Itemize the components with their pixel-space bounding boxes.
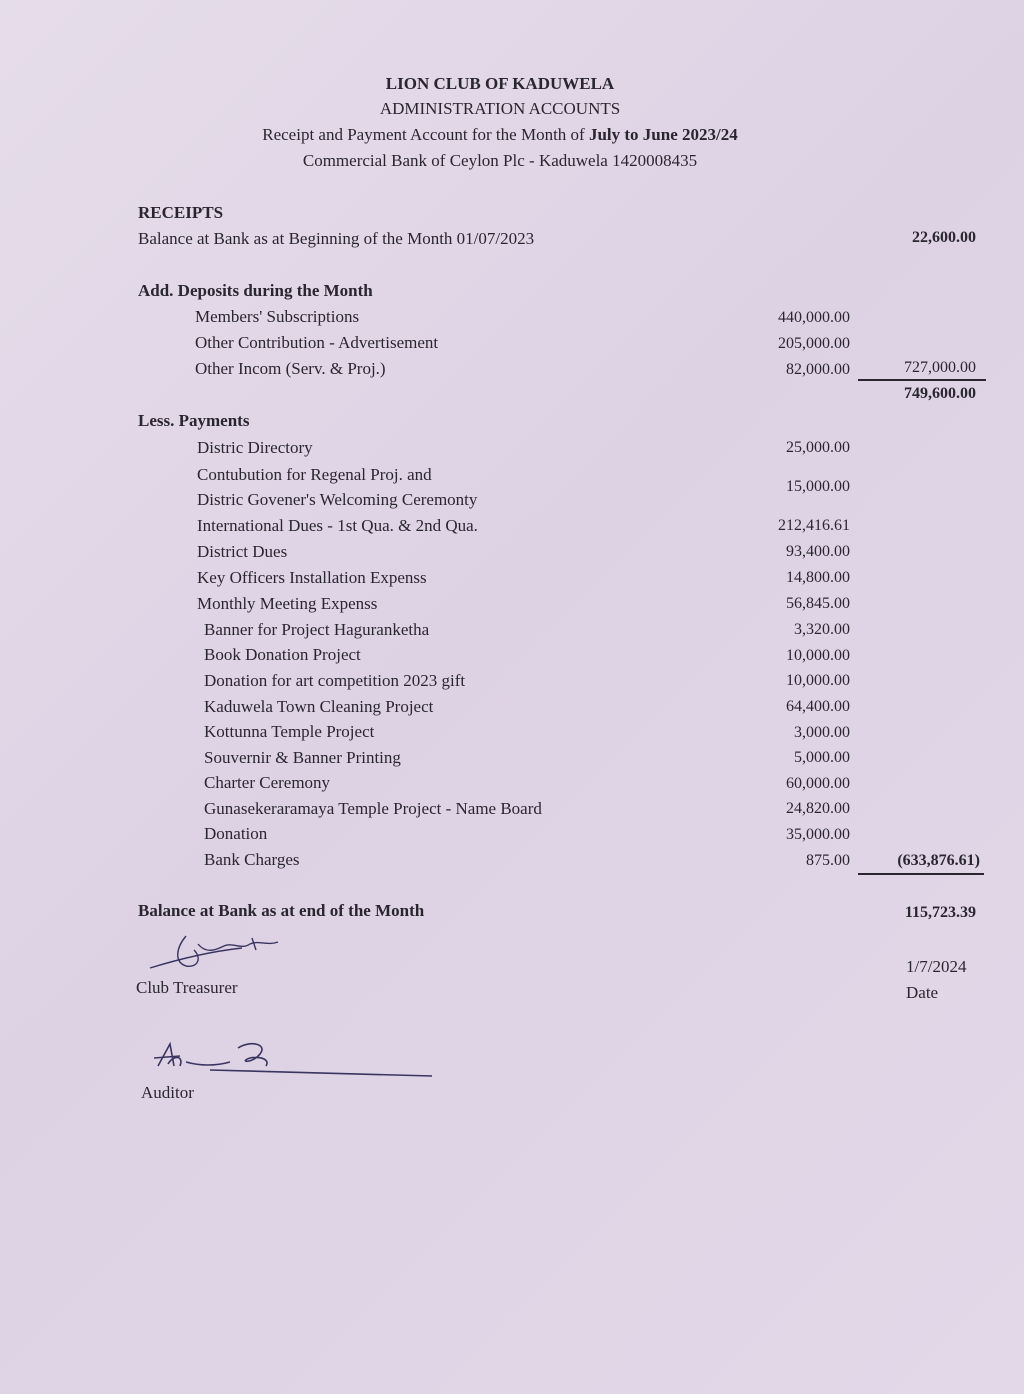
payment-amount: 14,800.00 <box>786 569 850 586</box>
deposit-label: Other Contribution - Advertisement <box>195 333 439 352</box>
auditor-label: Auditor <box>141 1083 194 1102</box>
payment-label: International Dues - 1st Qua. & 2nd Qua. <box>197 516 478 535</box>
payment-amount: 3,320.00 <box>794 621 850 638</box>
payment-label: Key Officers Installation Expenss <box>197 568 427 587</box>
account-period <box>0 125 1000 145</box>
opening-balance-label: Balance at Bank as at Beginning of the Month 01/07/2023 <box>138 229 535 248</box>
auditor-signature <box>150 1036 440 1086</box>
closing-balance-label: Balance at Bank as at end of the Month <box>138 901 425 920</box>
payment-label: Souvernir & Banner Printing <box>204 748 401 767</box>
payment-amount: 15,000.00 <box>786 478 850 495</box>
payment-amount: 93,400.00 <box>786 543 850 560</box>
payments-total-rule <box>858 873 984 875</box>
payment-label: District Dues <box>197 542 288 561</box>
payment-label: Book Donation Project <box>204 645 361 664</box>
payment-amount: 35,000.00 <box>786 826 850 843</box>
payment-amount: 875.00 <box>806 852 850 869</box>
payment-amount: 56,845.00 <box>786 595 850 612</box>
payment-amount: 10,000.00 <box>786 647 850 664</box>
receipts-grand-total: 749,600.00 <box>904 385 976 402</box>
treasurer-label: Club Treasurer <box>136 978 238 997</box>
payment-label: Contubution for Regenal Proj. and <box>197 465 432 484</box>
payment-label: Bank Charges <box>204 850 300 869</box>
bank-account: Commercial Bank of Ceylon Plc - Kaduwela 1420008435 <box>302 151 698 170</box>
receipts-heading: RECEIPTS <box>138 203 224 222</box>
account-period-text: Receipt and Payment Account for the Month of <box>262 125 589 144</box>
payment-label: Donation for art competition 2023 gift <box>204 671 466 690</box>
payment-amount: 60,000.00 <box>786 775 850 792</box>
payment-label: Donation <box>204 824 268 843</box>
deposit-amount: 205,000.00 <box>778 335 850 352</box>
payment-label: Charter Ceremony <box>204 773 331 792</box>
payment-amount: 10,000.00 <box>786 672 850 689</box>
deposit-amount: 82,000.00 <box>786 361 850 378</box>
deposits-total: 727,000.00 <box>904 359 976 376</box>
payments-heading: Less. Payments <box>138 411 250 430</box>
document-subtitle: ADMINISTRATION ACCOUNTS <box>379 99 621 118</box>
deposits-heading: Add. Deposits during the Month <box>138 281 373 300</box>
payment-amount: 24,820.00 <box>786 800 850 817</box>
org-name: LION CLUB OF KADUWELA <box>385 74 615 93</box>
deposit-amount: 440,000.00 <box>778 309 850 326</box>
treasurer-signature <box>146 928 286 974</box>
closing-balance-amount: 115,723.39 <box>904 904 976 921</box>
deposit-label: Other Incom (Serv. & Proj.) <box>195 359 386 378</box>
payment-amount: 3,000.00 <box>794 724 850 741</box>
payment-label-line2: Distric Govener's Welcoming Ceremonty <box>197 490 478 509</box>
date-value: 1/7/2024 <box>906 957 967 976</box>
payment-amount: 5,000.00 <box>794 749 850 766</box>
payment-label: Kaduwela Town Cleaning Project <box>204 697 434 716</box>
deposit-label: Members' Subscriptions <box>195 307 360 326</box>
payment-label: Gunasekeraramaya Temple Project - Name Board <box>204 799 542 818</box>
opening-balance-amount: 22,600.00 <box>912 229 976 246</box>
payment-label: Banner for Project Haguranketha <box>204 620 430 639</box>
deposits-total-rule <box>858 379 986 381</box>
date-label: Date <box>906 983 939 1002</box>
payment-amount: 64,400.00 <box>786 698 850 715</box>
payment-amount: 25,000.00 <box>786 439 850 456</box>
account-period-range: July to June 2023/24 <box>588 125 738 144</box>
payments-total: (633,876.61) <box>897 852 980 869</box>
payment-label: Monthly Meeting Expenss <box>197 594 378 613</box>
payment-label: Distric Directory <box>197 438 313 457</box>
payment-amount: 212,416.61 <box>778 517 850 534</box>
payment-label: Kottunna Temple Project <box>204 722 375 741</box>
